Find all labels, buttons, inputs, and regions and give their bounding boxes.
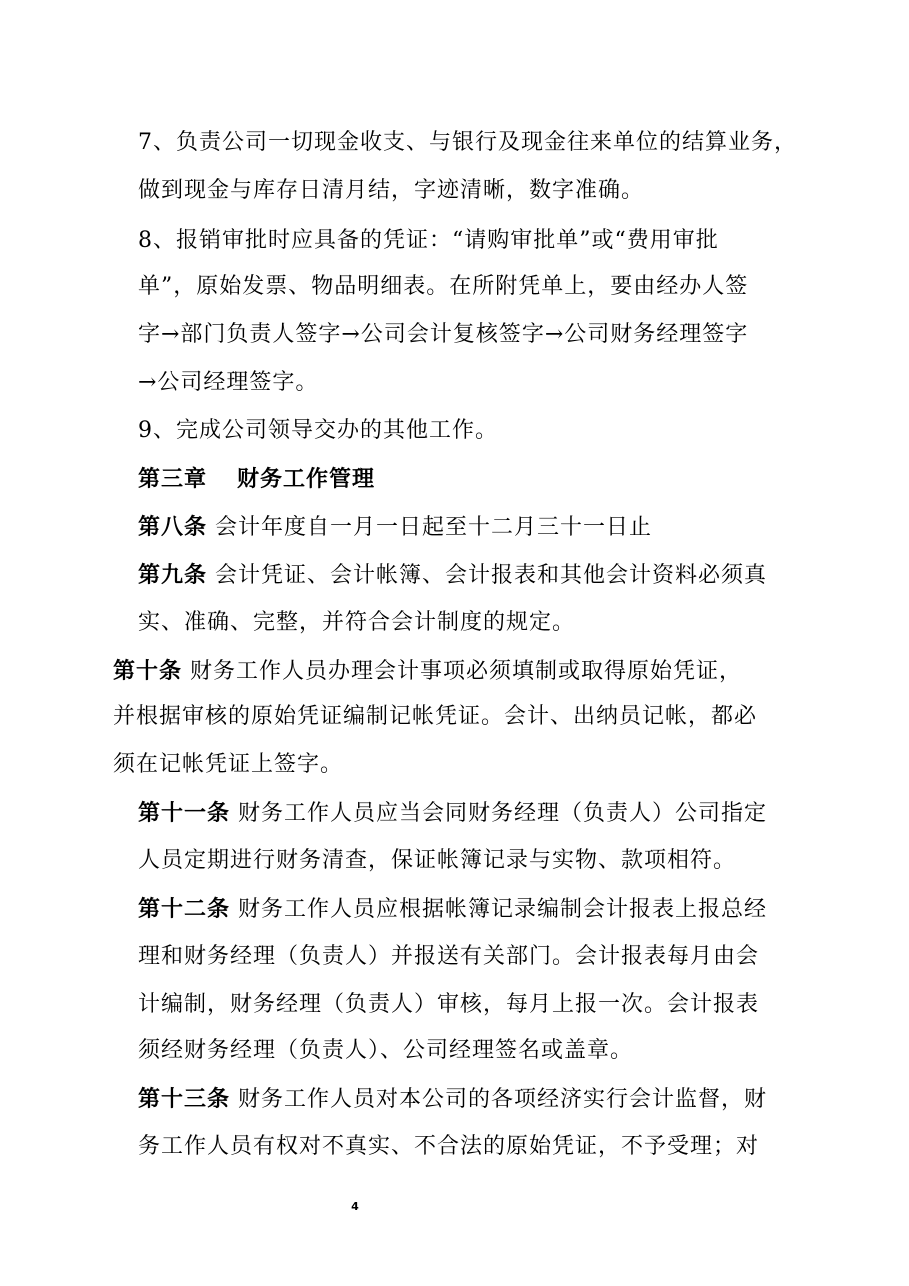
text-line: 计编制，财务经理（负责人）审核，每月上报一次。会计报表: [138, 992, 760, 1017]
article-12: [138, 894, 767, 925]
text-line: 务工作人员有权对不真实、不合法的原始凭证，不予受理；对: [138, 1134, 760, 1159]
text-line: 字→部门负责人签字→公司会计复核签字→公司财务经理签字: [138, 322, 749, 347]
chapter-heading: [138, 464, 375, 495]
article-text: 财务工作人员应根据帐簿记录编制会计报表上报总经: [238, 897, 768, 922]
article-text: 会计凭证、会计帐簿、会计报表和其他会计资料必须真: [215, 563, 768, 588]
text-line: 8、报销审批时应具备的凭证：“请购审批单”或“费用审批: [138, 228, 719, 253]
text-line: 须在记帐凭证上签字。: [113, 752, 344, 777]
article-label: 第十二条: [138, 896, 231, 922]
article-label: 第十条: [113, 658, 183, 684]
article-text: 财务工作人员办理会计事项必须填制或取得原始凭证，: [190, 659, 743, 684]
article-label: 第十一条: [138, 800, 231, 826]
text-line: 理和财务经理（负责人）并报送有关部门。会计报表每月由会: [138, 944, 760, 969]
article-text: 会计年度自一月一日起至十二月三十一日止: [215, 515, 653, 540]
chapter-title: 财务工作管理: [237, 466, 376, 492]
article-text: 财务工作人员应当会同财务经理（负责人）公司指定: [238, 801, 768, 826]
article-label: 第十三条: [138, 1086, 231, 1112]
article-10: [113, 656, 742, 687]
article-text: 财务工作人员对本公司的各项经济实行会计监督，财: [238, 1087, 768, 1112]
text-line: 须经财务经理（负责人）、公司经理签名或盖章。: [138, 1038, 634, 1063]
text-line: 单”，原始发票、物品明细表。在所附凭单上，要由经办人签: [138, 274, 749, 299]
text-line: 人员定期进行财务清查，保证帐簿记录与实物、款项相符。: [138, 848, 737, 873]
article-label: 第八条: [138, 514, 208, 540]
article-8: [138, 512, 652, 543]
text-line: 实、准确、完整，并符合会计制度的规定。: [138, 610, 576, 635]
article-9: [138, 560, 767, 591]
chapter-number: 第三章: [138, 466, 208, 492]
text-line: 并根据审核的原始凭证编制记帐凭证。会计、出纳员记帐，都必: [113, 704, 758, 729]
text-line: →公司经理签字。: [138, 370, 319, 395]
text-line: 做到现金与库存日清月结，字迹清晰，数字准确。: [138, 178, 645, 203]
page-number: 4: [351, 1200, 359, 1213]
article-13: [138, 1084, 767, 1115]
article-label: 第九条: [138, 562, 208, 588]
text-line: 9、完成公司领导交办的其他工作。: [138, 418, 498, 443]
article-11: [138, 798, 767, 829]
text-line: 7、负责公司一切现金收支、与银行及现金往来单位的结算业务，: [138, 130, 797, 155]
